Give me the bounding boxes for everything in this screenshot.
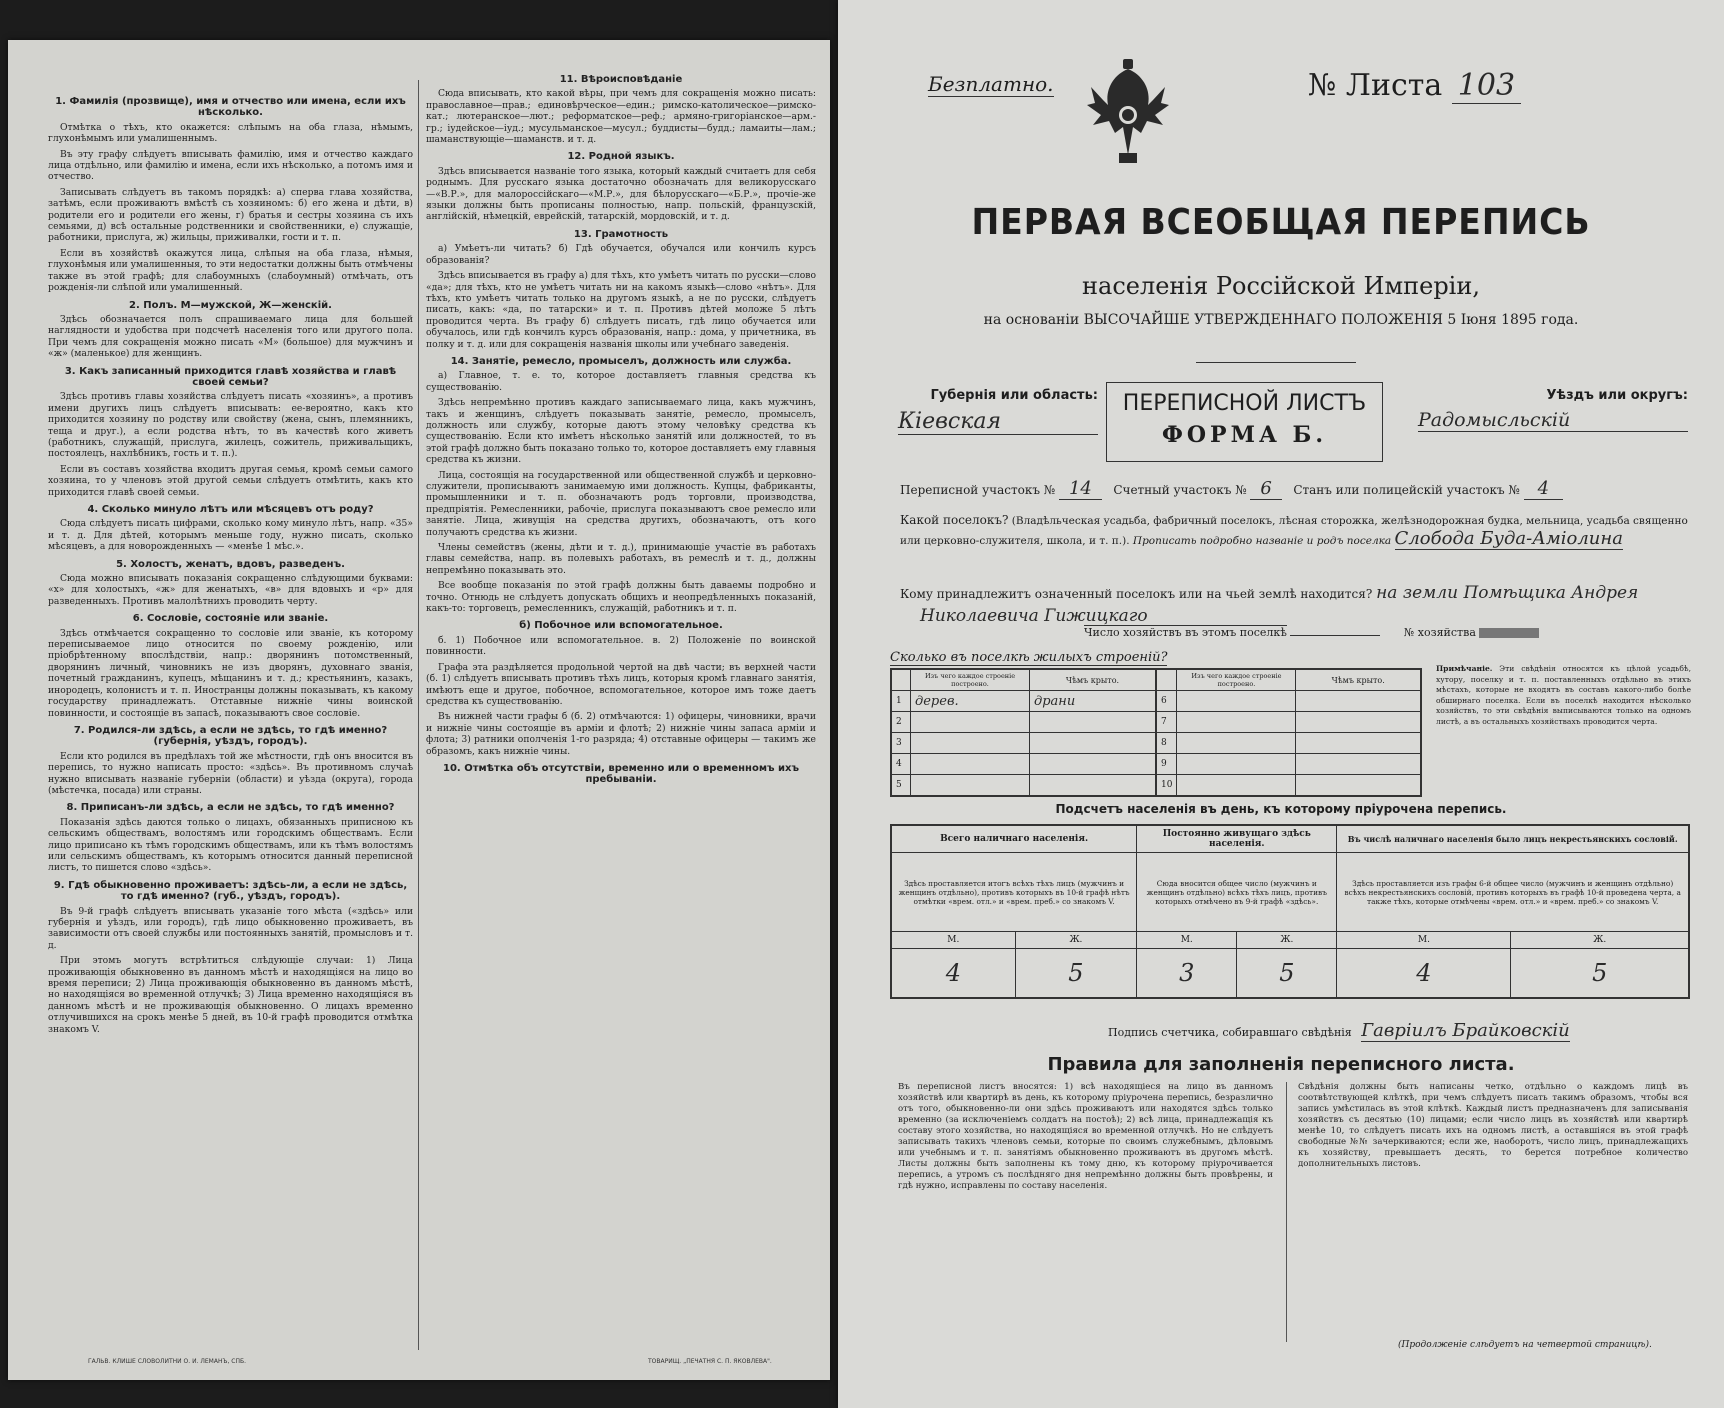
rules-continued-note: (Продолженіе слѣдуетъ на четвертой страницѣ). [1398, 1340, 1652, 1350]
instruction-paragraph: Все вообще показанія по этой графѣ должны быть даваемы подробно и точно. Отнюдь не слѣдуетъ допускать общихъ и неопредѣленныхъ показаній, какъ-то: торговецъ, ремесленникъ, служащій, работникъ и т. п. [426, 580, 816, 615]
instruction-paragraph: Если въ хозяйствѣ окажутся лица, слѣпыя на оба глаза, нѣмыя, глухонѣмыя или умалишенныя, то эти недостатки должны быть отмѣчены также въ этой графѣ; для слабоумныхъ (слабоумный) отмѣчать, отъ рожденія-ли слѣпой или умалишенный. [48, 247, 413, 294]
building-row [1157, 733, 1421, 754]
household-count-blank [1290, 635, 1380, 636]
settlement-block [900, 512, 1700, 550]
male-label-3: М. [1337, 932, 1511, 949]
district-label: Уѣздъ или округъ: [1546, 388, 1688, 403]
building-number: 10 [1157, 775, 1177, 796]
legal-basis: на основаніи ВЫСОЧАЙШЕ УТВЕРЖДЕННАГО ПОЛОЖЕНІЯ 5 Іюня 1895 года. [983, 312, 1579, 328]
non-peasant-male-total: 4 [1337, 949, 1511, 999]
building-roof: драни [1030, 691, 1156, 712]
permanent-male-total: 3 [1137, 949, 1237, 999]
printer-imprint-right: ТОВАРИЩ. „ПЕЧАТНЯ С. П. ЯКОВЛЕВА". [648, 1358, 772, 1365]
material-header: Изъ чего каждое строеніе построено. [911, 670, 1030, 691]
household-count-line [1084, 626, 1704, 639]
building-material [1177, 754, 1296, 775]
roof-header: Чѣмъ крыто. [1030, 670, 1156, 691]
instruction-heading: 9. Гдѣ обыкновенно проживаетъ: здѣсь-ли, а если не здѣсь, то гдѣ именно? (губ., уѣздъ, городъ). [53, 879, 408, 903]
instruction-paragraph: б. 1) Побочное или вспомогательное. в. 2) Положеніе по воинской повинности. [426, 634, 816, 658]
buildings-table-left [891, 669, 1156, 796]
settlement-value: Слобода Буда-Аміолина [1394, 528, 1623, 549]
province-label: Губернія или область: [930, 388, 1098, 403]
form-title-box [1106, 382, 1383, 462]
building-roof [1030, 712, 1156, 733]
owner-label: Кому принадлежитъ означенный поселокъ или на чьей землѣ находится? [900, 587, 1373, 601]
instructions-column-1 [48, 90, 413, 1350]
non-peasant-desc: Здѣсь проставляется изъ графы 6-й общее число (мужчинъ и женщинъ отдѣльно) всѣхъ некрестьянскихъ сословій, противъ которыхъ въ графѣ 10-й проведена черта, а также тѣхъ, которые отмѣчены «врем. отл.» и «врем. преб.» со знакомъ V. [1337, 853, 1689, 932]
instruction-heading: 13. Грамотность [573, 228, 669, 240]
building-number: 9 [1157, 754, 1177, 775]
double-headed-eagle-emblem [1083, 55, 1173, 175]
female-label-3: Ж. [1511, 932, 1689, 949]
building-row [1157, 775, 1421, 796]
building-number: 3 [892, 733, 911, 754]
column-divider [418, 80, 419, 1350]
precinct-label: Переписной участокъ № [900, 483, 1056, 497]
settlement-hint: (Владѣльческая усадьба, фабричный поселокъ, лѣсная сторожка, желѣзнодорожная будка, мельница, усадьба священно или церковно-служителя, школа, и т. п.). [900, 515, 1688, 547]
building-number: 4 [892, 754, 911, 775]
permanent-female-total: 5 [1237, 949, 1337, 999]
female-label-1: Ж. [1015, 932, 1137, 949]
present-population-desc: Здѣсь проставляется итогъ всѣхъ тѣхъ лицъ (мужчинъ и женщинъ отдѣльно), противъ которыхъ въ 10-й графѣ нѣтъ отмѣтки «врем. отл.» и «врем. преб.» со знакомъ V. [891, 853, 1137, 932]
right-page-census-form [838, 0, 1724, 1408]
household-number-value [1479, 628, 1539, 638]
material-header-2: Изъ чего каждое строеніе построено. [1177, 670, 1296, 691]
instruction-heading: 3. Какъ записанный приходится главѣ хозяйства и главѣ своей семьи? [64, 365, 397, 388]
buildings-table-right [1156, 669, 1421, 796]
building-roof [1296, 754, 1421, 775]
instruction-paragraph: Графа эта раздѣляется продольной чертой на двѣ части; въ верхней части (б. 1) слѣдуетъ вписывать противъ тѣхъ лицъ, которыя кромѣ главнаго занятія, имѣютъ еще и другое, побочное, вспомогательное, которое имъ тоже даетъ средства къ существованію. [426, 661, 816, 707]
rules-title: Правила для заполненія переписного листа. [1047, 1054, 1515, 1075]
form-subtitle: ФОРМА Б. [1162, 422, 1327, 448]
building-number: 6 [1157, 691, 1177, 712]
instruction-heading: 1. Фамилія (прозвище), имя и отчество или имена, если ихъ нѣсколько. [55, 96, 406, 119]
buildings-table [890, 668, 1422, 797]
population-count-table [890, 824, 1690, 999]
building-material [911, 733, 1030, 754]
divider-rule [1196, 362, 1356, 363]
instruction-paragraph: Въ эту графу слѣдуетъ вписывать фамилію, имя и отчество каждаго лица отдѣльно, или фамилію и имена, если ихъ нѣсколько, а потомъ имя и отчество. [48, 148, 413, 183]
building-material [1177, 733, 1296, 754]
instruction-heading: 11. Вѣроисповѣданіе [559, 74, 683, 85]
instruction-paragraph: Сюда вписывать, кто какой вѣры, при чемъ для сокращенія можно писать: православное—прав.; единовѣрческое—един.; римско-католическое—римско-кат.; лютеранское—лют.; реформатское—реф.; армяно-григоріанское—арм.-гр.; іудейское—іуд.; мусульманское—мусул.; буддисты—будд.; ламаиты—лам.; шаманствующіе—шаманств. и т. д. [426, 88, 816, 146]
precinct-line [900, 478, 1700, 499]
instruction-heading: 7. Родился-ли здѣсь, а если не здѣсь, то гдѣ именно? (губернія, уѣздъ, городъ). [73, 724, 388, 748]
present-population-header: Всего наличнаго населенія. [891, 825, 1137, 853]
enumerator-signature [1108, 1020, 1570, 1041]
census-subtitle: населенія Россійской Имперіи, [1082, 272, 1480, 300]
instruction-paragraph: Записывать слѣдуетъ въ такомъ порядкѣ: а) сперва глава хозяйства, затѣмъ, если проживаютъ вмѣстѣ съ хозяиномъ: б) его жена и дѣти, в) родители его и родители его жены, г) братья и сестры хозяина съ ихъ семьями, д) всѣ остальные родственники и свойственники, е) служащіе, работники, прислуга, ж) жильцы, приживалки, гости и т. п. [48, 186, 413, 244]
buildings-note [1436, 664, 1691, 727]
instruction-heading: 10. Отмѣтка объ отсутствіи, временно или о временномъ ихъ пребываніи. [443, 762, 799, 786]
rules-right-text: Свѣдѣнія должны быть написаны четко, отдѣльно о каждомъ лицѣ въ соотвѣтствующей клѣткѣ, при чемъ слѣдуетъ писать такимъ образомъ, чтобы вся запись умѣстилась въ этой клѣткѣ. Каждый листъ предназначенъ для записыванія хозяйствъ съ десятью (10) лицами; если число лицъ въ хозяйствѣ или квартирѣ менѣе 10, то слѣдуетъ писать ихъ на одномъ листѣ, а оставшіяся въ этой графѣ свободные №№ зачеркиваются; если же, наоборотъ, число лицъ, принадлежащихъ къ хозяйству, превышаетъ десять, то берется потребное количество дополнительныхъ листовъ. [1298, 1082, 1688, 1169]
sheet-number-label: № Листа [1308, 68, 1443, 103]
building-roof [1030, 754, 1156, 775]
building-material [1177, 691, 1296, 712]
instruction-paragraph: Здѣсь непремѣнно противъ каждаго записываемаго лица, какъ мужчинъ, такъ и женщинъ, слѣдуетъ показывать занятіе, ремесло, промыселъ, должность или службу, которые даютъ этому человѣку средства къ существованію. Если кто имѣетъ нѣсколько занятій или должностей, то въ этой графѣ должно быть показано только то, которое доставляетъ ему главныя средства къ жизни. [426, 397, 816, 466]
owner-value-line2: Николаевича Гижицкаго [920, 606, 1148, 626]
left-page-instructions [8, 40, 830, 1380]
instruction-paragraph: Въ 9-й графѣ слѣдуетъ вписывать указаніе того мѣста («здѣсь» или губернія и уѣздъ, или городъ), гдѣ лицо обыкновенно проживаетъ, въ зависимости отъ своей службы или постоянныхъ занятій, промысловъ и т. д. [48, 905, 413, 951]
building-roof [1296, 691, 1421, 712]
police-precinct-label: Станъ или полицейскій участокъ № [1293, 483, 1520, 497]
permanent-population-desc: Сюда вносится общее число (мужчинъ и женщинъ отдѣльно) всѣхъ тѣхъ лицъ, противъ которыхъ отмѣчено въ 9-й графѣ «здѣсь». [1137, 853, 1337, 932]
female-label-2: Ж. [1237, 932, 1337, 949]
owner-value-line1: на земли Помѣщика Андрея [1376, 583, 1639, 603]
present-male-total: 4 [891, 949, 1015, 999]
building-material: дерев. [911, 691, 1030, 712]
building-roof [1030, 733, 1156, 754]
free-label: Безплатно. [928, 72, 1054, 96]
census-title: ПЕРВАЯ ВСЕОБЩАЯ ПЕРЕПИСЬ [971, 202, 1591, 243]
sheet-number [1308, 68, 1521, 103]
province-box [858, 388, 1098, 458]
building-row [892, 691, 1156, 712]
district-value: Радомысльскій [1418, 409, 1688, 432]
instruction-paragraph: Если кто родился въ предѣлахъ той же мѣстности, гдѣ онъ вносится въ перепись, то нужно написать просто: «здѣсь». Въ противномъ случаѣ нужно вписывать названіе губерніи (области) и уѣзда (округа), города (мѣстечка, посада) или страны. [48, 750, 413, 796]
signature-label: Подпись счетчика, собиравшаго свѣдѣнія [1108, 1026, 1352, 1039]
count-precinct-value: 6 [1250, 478, 1281, 500]
building-row [892, 712, 1156, 733]
count-precinct-label: Счетный участокъ № [1113, 483, 1247, 497]
non-peasant-female-total: 5 [1511, 949, 1689, 999]
instruction-heading: 12. Родной языкъ. [567, 151, 675, 163]
instruction-paragraph: а) Главное, т. е. то, которое доставляетъ главныя средства къ существованію. [426, 370, 816, 393]
building-row [1157, 691, 1421, 712]
male-label-2: М. [1137, 932, 1237, 949]
building-row [1157, 754, 1421, 775]
building-number: 1 [892, 691, 911, 712]
permanent-population-header: Постоянно живущаго здѣсь населенія. [1137, 825, 1337, 853]
rules-left-text: Въ переписной листъ вносятся: 1) всѣ находящіеся на лицо въ данномъ хозяйствѣ или квартирѣ въ день, къ которому пріурочена перепись, безразлично отъ того, обыкновенно-ли они здѣсь проживаютъ или находятся здѣсь только временно (за исключеніемъ солдатъ на постоѣ); 2) всѣ лица, принадлежащія къ составу этого хозяйства, но находящіяся во временной отлучкѣ. Но не слѣдуетъ записывать такихъ членовъ семьи, которые по своимъ служебнымъ, дѣловымъ или учебнымъ и т. п. занятіямъ обыкновенно проживаютъ въ другомъ мѣстѣ. Листы должны быть заполнены къ тому дню, къ которому пріурочивается перепись, а утромъ съ послѣдняго дня непремѣнно должны быть провѣрены, и гдѣ нужно, исправлены по составу населенія. [898, 1082, 1273, 1191]
building-roof [1030, 775, 1156, 796]
building-number: 5 [892, 775, 911, 796]
instruction-paragraph: При этомъ могутъ встрѣтиться слѣдующіе случаи: 1) Лица проживающія обыкновенно въ данномъ мѣстѣ и находящіяся на лицо во время переписи; 2) Лица проживающія обыкновенно въ данномъ мѣстѣ, но находящіяся во временной отлучкѣ; 3) Лица временно находящіяся въ данномъ мѣстѣ и не проживающія обыкновенно. О лицахъ временно отлучившихся на срокъ менѣе 5 дней, въ 10-й графѣ проводится отмѣтка знакомъ V. [48, 955, 413, 1035]
district-box [1418, 388, 1688, 458]
instruction-heading: 8. Приписанъ-ли здѣсь, а если не здѣсь, то гдѣ именно? [66, 802, 395, 814]
population-count-title: Подсчетъ населенія въ день, къ которому пріурочена перепись. [1055, 802, 1507, 816]
instruction-paragraph: Лица, состоящія на государственной или общественной службѣ и церковно-служители, прописываютъ занимаемую ими должность. Купцы, фабриканты, промышленники и т. п. обозначаютъ родъ торговли, производства, предпріятія. Ремесленники, рабочіе, прислуга показываютъ свое ремесло или занятіе. Лица, живущія на средства другихъ, обозначаютъ, отъ кого получаютъ средства къ жизни. [426, 469, 816, 538]
building-material [1177, 712, 1296, 733]
building-number: 8 [1157, 733, 1177, 754]
instruction-heading: 14. Занятіе, ремесло, промыселъ, должность или служба. [450, 355, 792, 367]
printer-imprint-left: ГАЛЬВ. КЛИШЕ СЛОВОЛИТНИ О. И. ЛЕМАНЪ, СПБ. [88, 1358, 247, 1365]
instruction-heading: б) Побочное или вспомогательное. [519, 620, 723, 632]
rules-divider [1286, 1082, 1287, 1342]
instruction-paragraph: Если въ составъ хозяйства входитъ другая семья, кромѣ семьи самого хозяина, то у членовъ этой другой семьи слѣдуетъ отмѣтить, какъ кто приходится главѣ своей семьи. [48, 463, 413, 498]
building-row [892, 733, 1156, 754]
building-number: 7 [1157, 712, 1177, 733]
note-label: Примѣчаніе. [1436, 664, 1493, 673]
sheet-number-value: 103 [1452, 68, 1521, 104]
instruction-paragraph: Здѣсь вписывается въ графу а) для тѣхъ, кто умѣетъ читать по русски—слово «да»; для тѣхъ, кто не умѣетъ читать ни на какомъ языкѣ—слово «нѣтъ». Для тѣхъ, кто умѣетъ читать только на другомъ языкѣ, а не по русски, слѣдуетъ писать, какъ: «да, по татарски» и т. п. Противъ дѣтей моложе 5 лѣтъ проводится черта. Въ графу б) слѣдуетъ писать, гдѣ лицо обучается или обучалось, или гдѣ кончилъ курсъ образованія, напр.: дома, у причетника, въ полку и т. д. или для сокращенія названія школы или учебнаго заведенія. [426, 270, 816, 350]
instruction-paragraph: а) Умѣетъ-ли читать? б) Гдѣ обучается, обучался или кончилъ курсъ образованія? [426, 243, 816, 266]
building-material [911, 775, 1030, 796]
building-number: 2 [892, 712, 911, 733]
roof-header-2: Чѣмъ крыто. [1296, 670, 1421, 691]
building-material [1177, 775, 1296, 796]
building-row [892, 754, 1156, 775]
police-precinct-value: 4 [1524, 478, 1563, 500]
building-roof [1296, 775, 1421, 796]
note-text: Эти свѣдѣнія относятся къ цѣлой усадьбѣ, хутору, поселку и т. п. поставленныхъ отдѣльно въ этихъ мѣстахъ, которые не входятъ въ составъ какого-либо болѣе обширнаго поселка. Если въ поселкѣ находится нѣсколько хозяйствъ, то эти свѣдѣнія выписываются только на одномъ листѣ, а въ остальныхъ хозяйствахъ проводится черта. [1436, 664, 1691, 726]
instruction-heading: 5. Холостъ, женатъ, вдовъ, разведенъ. [116, 558, 345, 570]
form-title: ПЕРЕПИСНОЙ ЛИСТЪ [1122, 391, 1367, 416]
building-roof [1296, 733, 1421, 754]
instruction-paragraph: Здѣсь обозначается полъ спрашиваемаго лица для большей наглядности и удобства при подсчетѣ населенія того или другого пола. При чемъ для сокращенія можно писать «М» (большое) для мужчинъ и «ж» (маленькое) для женщинъ. [48, 313, 413, 360]
instruction-paragraph: Здѣсь вписывается названіе того языка, который каждый считаетъ для себя роднымъ. Для русскаго языка достаточно обозначать для великорусскаго—«В.Р.», для малороссійскаго—«М.Р.», для бѣлорусскаго—«Б.Р.», прочіе-же языки должны быть прописаны полностью, напр. польскій, французскій, англійскій, нѣмецкій, еврейскій, татарскій, мордовскій, и т. д. [426, 165, 816, 223]
settlement-label: Какой поселокъ? [900, 513, 1009, 527]
household-count-label: Число хозяйствъ въ этомъ поселкѣ [1084, 626, 1287, 639]
instruction-paragraph: Показанія здѣсь даются только о лицахъ, обязанныхъ приписною къ сельскимъ обществамъ, волостямъ или городскимъ обществамъ. Если лицо приписано къ тѣмъ городскимъ обществамъ, или къ тѣмъ волостямъ или сельскимъ обществамъ, къ которымъ относится данный переписной листъ, то пишется слово «здѣсь». [48, 816, 413, 874]
instruction-paragraph: Члены семействъ (жены, дѣти и т. д.), принимающіе участіе въ работахъ главы семейства, напр. въ полевыхъ работахъ, въ ремеслѣ и т. д., должны непремѣнно показывать это. [426, 542, 816, 576]
instruction-heading: 4. Сколько минуло лѣтъ или мѣсяцевъ отъ роду? [87, 504, 374, 515]
instructions-column-2 [426, 68, 816, 1368]
building-row [1157, 712, 1421, 733]
instruction-heading: 6. Сословіе, состояніе или званіе. [132, 613, 329, 625]
instruction-paragraph: Сюда слѣдуетъ писать цифрами, сколько кому минуло лѣтъ, напр. «35» и т. д. Для дѣтей, которымъ меньше году, нужно писать, сколько мѣсяцевъ, а для новорожденныхъ — «менѣе 1 мѣс.». [48, 518, 413, 553]
male-label-1: М. [891, 932, 1015, 949]
building-roof [1296, 712, 1421, 733]
owner-block [900, 582, 1700, 628]
building-row [892, 775, 1156, 796]
instruction-paragraph: Отмѣтка о тѣхъ, кто окажется: слѣпымъ на оба глаза, нѣмымъ, глухонѣмымъ или умалишеннымъ. [48, 121, 413, 145]
instruction-paragraph: Здѣсь отмѣчается сокращенно то сословіе или званіе, къ которому переписываемое лицо относится по своему рожденію, или пріобрѣтенному впослѣдствіи, напр.: дворянинъ потомственный, дворянинъ личный, чиновникъ не изъ дворянъ, духовнаго званія, почетный гражданинъ, купецъ, мѣщанинъ и т. д.; крестьянинъ, казакъ, инородецъ, колонистъ и т. п. Иностранцы должны показывать, къ какому государству принадлежатъ. Отставные нижніе чины воинской повинности, и состоящіе въ запасѣ, показываютъ свое сословіе. [48, 627, 413, 719]
building-material [911, 754, 1030, 775]
instruction-paragraph: Здѣсь противъ главы хозяйства слѣдуетъ писать «хозяинъ», а противъ имени другихъ лицъ слѣдуетъ вписывать: ее-вероятно, какъ кто приходится хозяину по родству или свойству (жена, сынъ, племянникъ, теща и друг.), а если родства нѣтъ, то въ качествѣ кого живетъ (работникъ, служащій, прислуга, жилецъ, сожитель, приживальщикъ, постоялецъ, нахлѣбникъ, гость и т. п.). [48, 391, 413, 460]
signature-value: Гавріилъ Брайковскій [1361, 1020, 1570, 1041]
present-female-total: 5 [1015, 949, 1137, 999]
instruction-paragraph: Въ нижней части графы б (б. 2) отмѣчаются: 1) офицеры, чиновники, врачи и нижніе чины состоящіе въ арміи и флотѣ; 2) нижніе чины запаса арміи и флота; 3) ратники ополченія 1-го разряда; 4) отставные офицеры — такимъ же образомъ, какъ нижніе чины. [426, 711, 816, 757]
non-peasant-header: Въ числѣ наличнаго населенія было лицъ некрестьянскихъ сословій. [1337, 825, 1689, 853]
settlement-note: Прописать подробно названіе и родъ поселка [1132, 535, 1392, 547]
building-material [911, 712, 1030, 733]
buildings-label: Сколько въ поселкѣ жилыхъ строеній? [890, 650, 1168, 665]
province-value: Кіевская [898, 409, 1098, 435]
instruction-heading: 2. Полъ. М—мужской, Ж—женскій. [129, 299, 332, 311]
precinct-value: 14 [1059, 478, 1102, 500]
household-number-label: № хозяйства [1403, 626, 1476, 639]
instruction-paragraph: Сюда можно вписывать показанія сокращенно слѣдующими буквами: «х» для холостыхъ, «ж» для женатыхъ, «в» для вдовыхъ и «р» для разведенныхъ. Противъ малолѣтнихъ проводить черту. [48, 573, 413, 607]
